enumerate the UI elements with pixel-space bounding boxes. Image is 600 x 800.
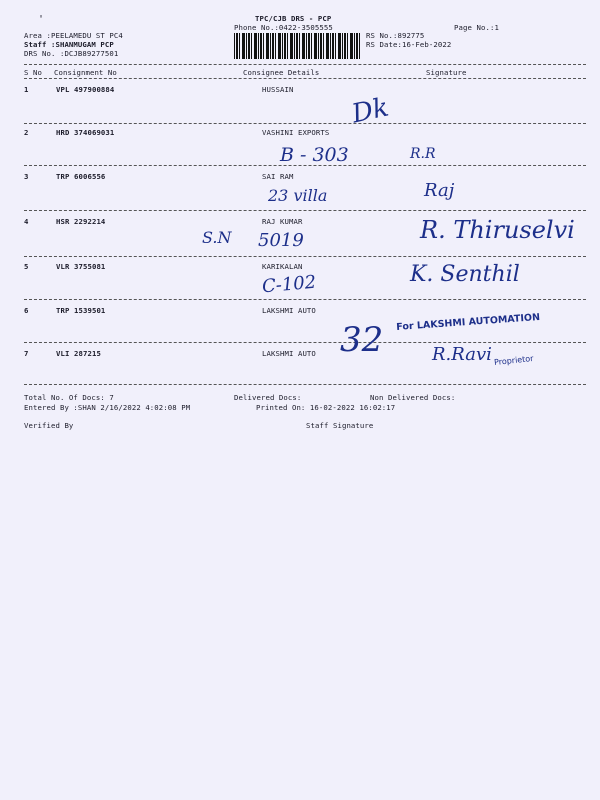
row-sno: 3 — [24, 172, 29, 181]
row-divider — [24, 342, 586, 343]
printed-on: Printed On: 16-02-2022 16:02:17 — [256, 403, 396, 412]
row-divider — [24, 299, 586, 300]
handwritten-note: 23 villa — [268, 186, 328, 205]
row-consignee: RAJ KUMAR — [262, 217, 303, 226]
handwritten-signature: R.Ravi — [432, 344, 492, 365]
phone-number: Phone No.:0422-3505555 — [234, 23, 333, 32]
row-sno: 2 — [24, 128, 29, 137]
row-consignment: VLI 287215 — [56, 349, 101, 358]
rs-date: RS Date:16-Feb-2022 — [366, 40, 452, 49]
stamp-role: Proprietor — [493, 353, 534, 368]
staff-signature: Staff Signature — [306, 421, 374, 430]
row-divider — [24, 256, 586, 257]
handwritten-note: S.N — [202, 228, 232, 247]
page-number: Page No.:1 — [454, 23, 499, 32]
row-consignee: KARIKALAN — [262, 262, 303, 271]
handwritten-signature: R.R — [410, 146, 436, 162]
row-divider — [24, 123, 586, 124]
col-consignment: Consignment No — [54, 68, 117, 77]
total-docs: Total No. Of Docs: 7 — [24, 393, 114, 402]
col-sno: S No — [24, 68, 42, 77]
row-sno: 7 — [24, 349, 29, 358]
row-sno: 5 — [24, 262, 29, 271]
company-stamp: For LAKSHMI AUTOMATION — [396, 311, 541, 333]
row-consignee: SAI RAM — [262, 172, 294, 181]
area-field: Area :PEELAMEDU ST PC4 — [24, 31, 123, 40]
handwritten-signature: Raj — [424, 180, 455, 201]
handwritten-note: C-102 — [261, 271, 318, 298]
row-consignee: HUSSAIN — [262, 85, 294, 94]
handwritten-note: 32 — [340, 320, 384, 360]
verified-by: Verified By — [24, 421, 74, 430]
row-consignment: HSR 2292214 — [56, 217, 106, 226]
row-divider — [24, 384, 586, 385]
row-consignee: LAKSHMI AUTO — [262, 306, 316, 315]
row-consignment: VPL 497900884 — [56, 85, 115, 94]
handwritten-note: 5019 — [258, 230, 304, 251]
corner-mark: ' — [38, 14, 45, 25]
document-title: TPC/CJB DRS - PCP — [255, 14, 332, 23]
row-divider — [24, 210, 586, 211]
rs-number: RS No.:892775 — [366, 31, 425, 40]
delivered-docs: Delivered Docs: — [234, 393, 302, 402]
entered-by: Entered By :SHAN 2/16/2022 4:02:08 PM — [24, 403, 191, 412]
divider — [24, 64, 586, 65]
handwritten-signature: R. Thiruselvi — [420, 216, 575, 244]
staff-field: Staff :SHANMUGAM PCP — [24, 40, 114, 49]
col-signature: Signature — [426, 68, 467, 77]
handwritten-signature: Dk — [349, 92, 392, 130]
row-consignment: HRD 374069031 — [56, 128, 115, 137]
row-consignment: VLR 3755081 — [56, 262, 106, 271]
row-sno: 1 — [24, 85, 29, 94]
non-delivered-docs: Non Delivered Docs: — [370, 393, 456, 402]
row-sno: 4 — [24, 217, 29, 226]
row-consignment: TRP 1539501 — [56, 306, 106, 315]
row-consignee: LAKSHMI AUTO — [262, 349, 316, 358]
handwritten-signature: K. Senthil — [410, 262, 520, 287]
row-consignment: TRP 6006556 — [56, 172, 106, 181]
divider — [24, 78, 586, 79]
drs-number: DRS No. :DCJB89277501 — [24, 49, 119, 58]
row-consignee: VASHINI EXPORTS — [262, 128, 330, 137]
barcode — [234, 33, 362, 59]
col-consignee: Consignee Details — [243, 68, 320, 77]
handwritten-note: B - 303 — [280, 144, 349, 166]
row-sno: 6 — [24, 306, 29, 315]
